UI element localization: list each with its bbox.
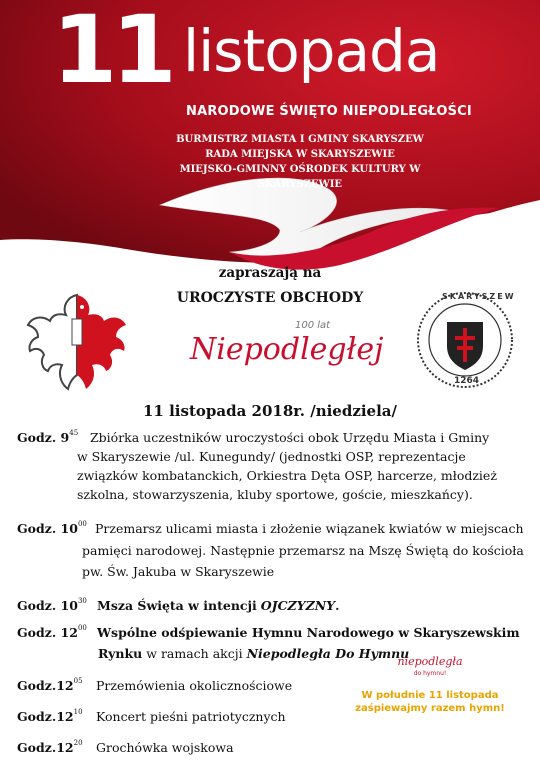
crest-year: 1264: [454, 376, 480, 386]
program-time: $Godz.12^{10}$: [17, 708, 83, 724]
program-description: Wspólne odśpiewanie Hymnu Narodowego w Skaryszewskim: [97, 625, 520, 640]
campaign-logo: niepodległa: [397, 655, 463, 668]
campaign-logo-sub: do hymnu!: [413, 670, 447, 677]
event-title: UROCZYSTE OBCHODY: [176, 290, 364, 306]
organizer-line: BURMISTRZ MIASTA I GMINY SKARYSZEW: [176, 134, 424, 145]
program-description: Msza Święta w intencji OJCZYZNY.: [97, 598, 340, 613]
program-time: $Godz.12^{20}$: [17, 739, 83, 755]
program-description: Przemówienia okolicznościowe: [96, 678, 293, 693]
anthem-campaign-promo: [340, 655, 520, 715]
centennial-small-text: 100 lat: [295, 320, 331, 331]
eagle-emblem-icon: [22, 285, 132, 400]
centennial-main-text: Niepodległej: [190, 332, 384, 367]
program-description: Koncert pieśni patriotycznych: [96, 709, 286, 724]
program-time: $Godz.12^{05}$: [17, 677, 83, 693]
organizer-line: MIEJSKO-GMINNY OŚRODEK KULTURY W SKARYSZEWIE: [179, 164, 421, 190]
event-date: 11 listopada 2018r. /niedziela/: [143, 402, 397, 420]
date-day-number: 11: [52, 0, 171, 105]
header-banner: [0, 0, 540, 275]
program-time: Godz. $10^{00}$: [17, 520, 87, 536]
date-month: listopada: [183, 17, 440, 85]
program-description: Przemarsz ulicami miasta i złożenie wiązanek kwiatów w miejscach: [95, 521, 524, 536]
organizer-line: RADA MIEJSKA W SKARYSZEWIE: [205, 149, 395, 160]
invite-text: zapraszają na: [218, 265, 322, 281]
town-crest-icon: [415, 290, 515, 390]
crest-name: SKARYSZEW: [442, 292, 516, 301]
program-time: Godz. $10^{30}$: [17, 597, 87, 613]
campaign-text: W południe 11 listopada zaśpiewajmy razem hymn!: [355, 690, 505, 714]
organizers: [150, 132, 450, 192]
holiday-name: NARODOWE ŚWIĘTO NIEPODLEGŁOŚCI: [186, 104, 472, 119]
program-description: Zbiórka uczestników uroczystości obok Urzędu Miasta i Gminy: [90, 430, 490, 445]
program-description: Grochówka wojskowa: [96, 740, 234, 755]
program-time: Godz. $12^{00}$: [17, 624, 87, 640]
program-time: Godz. $9^{45}$: [17, 429, 79, 445]
